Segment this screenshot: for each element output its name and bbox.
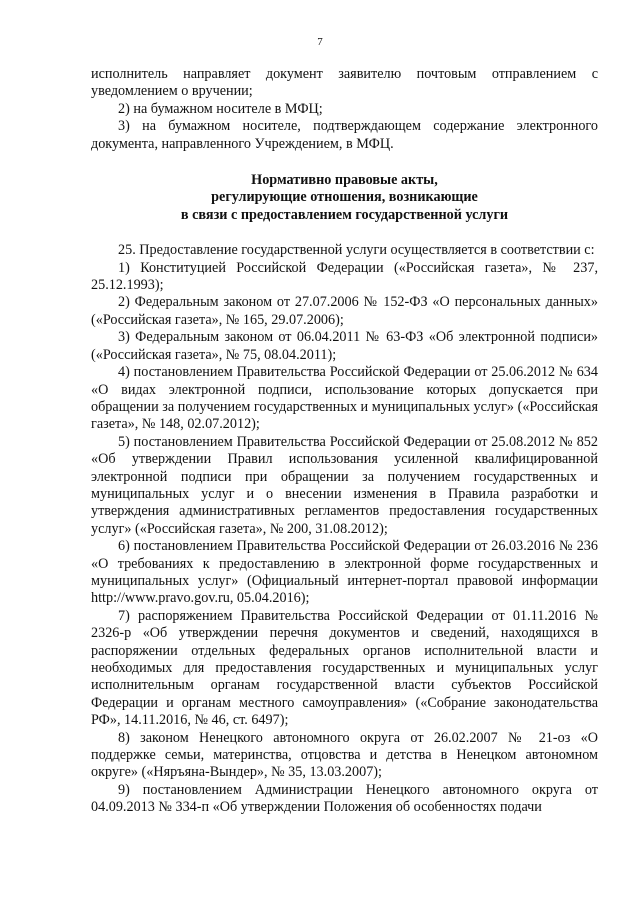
- paragraph-25: 25. Предоставление государственной услуги осуществляется в соответствии с:: [118, 242, 595, 259]
- list-item-6: 6) постановлением Правительства Российской Федерации от 26.03.2016 № 236 «О требованиях к предоставлению в электронной форме государственных и муниципальных услуг» (Официальный интернет-портал правовой информации http://www.pravo.gov.ru, 05.04.2016);: [91, 538, 598, 607]
- section-heading-line-3: в связи с предоставлением государственной услуги: [180, 206, 509, 223]
- intro-paragraph-2: 2) на бумажном носителе в МФЦ;: [118, 100, 323, 117]
- list-item-3: 3) Федеральным законом от 06.04.2011 № 63-ФЗ «Об электронной подписи» («Российская газета», № 75, 08.04.2011);: [91, 329, 598, 363]
- page-number: 7: [317, 36, 323, 48]
- section-heading-line-1: Нормативно правовые акты,: [251, 172, 438, 189]
- document-body: [91, 66, 598, 817]
- list-item-5: 5) постановлением Правительства Российской Федерации от 25.08.2012 № 852 «Об утверждении Правил использования усиленной квалифицированной электронной подписи при обращении за получением государственных и муниципальных услуг и о внесении изменения в Правила разработки и утверждения административных регламентов предоставления государственных услуг» («Российская газета», № 200, 31.08.2012);: [91, 433, 598, 537]
- intro-paragraph-3: 3) на бумажном носителе, подтверждающем содержание электронного документа, направленного Учреждением, в МФЦ.: [91, 118, 598, 152]
- list-item-1: 1) Конституцией Российской Федерации («Российская газета», № 237, 25.12.1993);: [91, 259, 598, 294]
- list-item-4: 4) постановлением Правительства Российской Федерации от 25.06.2012 № 634 «О видах электронной подписи, использование которых допускается при обращении за получением государственных и муниципальных услуг» («Российская газета», № 148, 02.07.2012);: [91, 364, 598, 433]
- list-item-7: 7) распоряжением Правительства Российской Федерации от 01.11.2016 № 2326-р «Об утверждении перечня документов и сведений, находящихся в распоряжении отдельных федеральных органов исполнительной власти и необходимых для предоставления государственных и муниципальных услуг исполнительным органам государственной власти субъектов Российской Федерации и органам местного самоуправления» («Собрание законодательства РФ», 14.11.2016, № 46, ст. 6497);: [91, 607, 598, 729]
- list-item-8: 8) законом Ненецкого автономного округа от 26.02.2007 № 21-оз «О поддержке семьи, материнства, отцовства и детства в Ненецком автономном округе» («Няръяна-Вындер», № 35, 13.03.2007);: [91, 729, 598, 781]
- intro-paragraph-1: исполнитель направляет документ заявителю почтовым отправлением с уведомлением о вручении;: [91, 66, 598, 100]
- list-item-2: 2) Федеральным законом от 27.07.2006 № 152-ФЗ «О персональных данных» («Российская газета», № 165, 29.07.2006);: [91, 294, 598, 328]
- section-heading: [91, 172, 598, 224]
- list-item-9: 9) постановлением Администрации Ненецкого автономного округа от 04.09.2013 № 334-п «Об утверждении Положения об особенностях подачи: [91, 781, 598, 816]
- section-heading-line-2: регулирующие отношения, возникающие: [211, 189, 478, 206]
